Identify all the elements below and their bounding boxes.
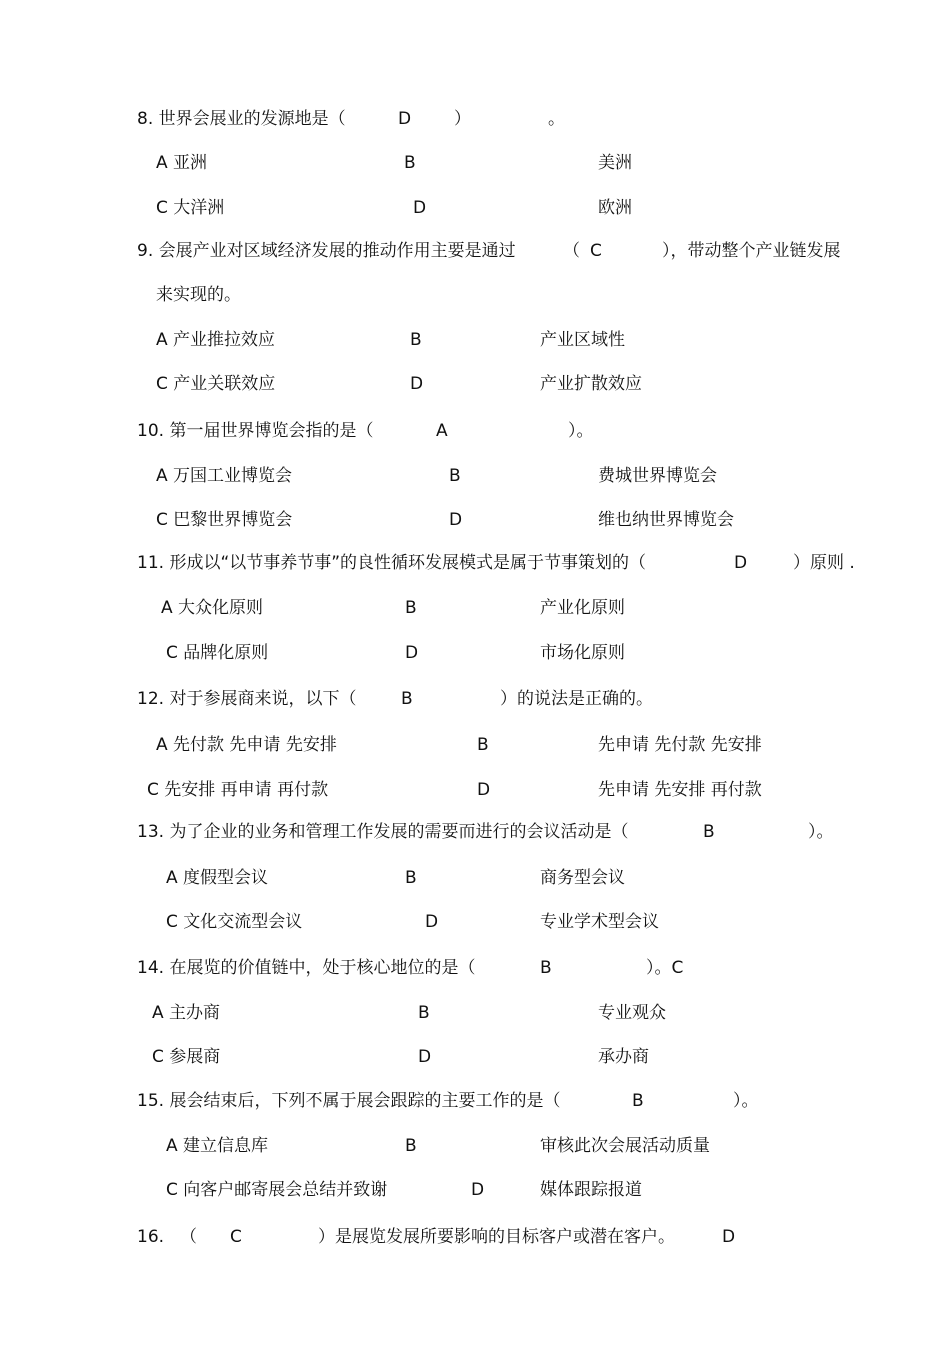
q14-option-b-text: 专业观众 [598, 1003, 666, 1023]
q15-close: ）。 [733, 1091, 759, 1111]
q10-option-d-text: 维也纳世界博览会 [598, 510, 734, 530]
q9-option-d-letter: D [410, 374, 424, 394]
q13-option-b-letter: B [405, 868, 417, 888]
q13-option-d-text: 专业学术型会议 [540, 912, 659, 932]
q8-option-c: C 大洋洲 [156, 198, 225, 218]
q12-option-d-letter: D [477, 780, 491, 800]
q11-option-b-text: 产业化原则 [540, 598, 625, 618]
q9-option-a: A 产业推拉效应 [156, 330, 276, 350]
q15-stem: 15. 展会结束后，下列不属于展会跟踪的主要工作的是（ [137, 1091, 561, 1111]
q12-answer: B [401, 689, 413, 709]
q16-stem: 16. [137, 1227, 165, 1247]
q11-option-d-text: 市场化原则 [540, 643, 625, 663]
q10-option-b-text: 费城世界博览会 [598, 466, 717, 486]
q11-option-b-letter: B [405, 598, 417, 618]
q9-close: ），带动整个产业链发展 [662, 241, 841, 261]
q16-tail: D [722, 1227, 736, 1247]
q8-option-d-text: 欧洲 [598, 198, 632, 218]
q10-option-b-letter: B [449, 466, 461, 486]
q13-answer: B [703, 822, 715, 842]
q12-option-c: C 先安排 再申请 再付款 [147, 780, 329, 800]
q15-option-c: C 向客户邮寄展会总结并致谢 [166, 1180, 388, 1200]
q12-option-d-text: 先申请 先安排 再付款 [598, 780, 762, 800]
q15-option-a: A 建立信息库 [166, 1136, 269, 1156]
q11-option-d-letter: D [405, 643, 419, 663]
q9-stem: 9. 会展产业对区域经济发展的推动作用主要是通过 [137, 241, 516, 261]
q14-option-b-letter: B [418, 1003, 430, 1023]
q15-option-b-letter: B [405, 1136, 417, 1156]
q16-close: ）是展览发展所要影响的目标客户或潜在客户。 [318, 1227, 675, 1247]
q8-stem: 8. 世界会展业的发源地是（ [137, 109, 346, 129]
q15-option-b-text: 审核此次会展活动质量 [540, 1136, 710, 1156]
q15-answer: B [632, 1091, 644, 1111]
q8-option-b-letter: B [404, 153, 416, 173]
q9-answer: C [590, 241, 602, 261]
q13-option-d-letter: D [425, 912, 439, 932]
q8-option-d-letter: D [413, 198, 427, 218]
q14-option-d-letter: D [418, 1047, 432, 1067]
q13-close: ）。 [808, 822, 834, 842]
q8-tail: 。 [548, 109, 565, 129]
q9-option-d-text: 产业扩散效应 [540, 374, 642, 394]
q14-close: ）。C [646, 958, 684, 978]
q9-open: （ [563, 241, 580, 261]
q16-open: （ [180, 1227, 197, 1247]
q10-option-d-letter: D [449, 510, 463, 530]
q16-answer: C [230, 1227, 242, 1247]
q11-close: ）原则 . [793, 553, 855, 573]
q14-answer: B [540, 958, 552, 978]
q11-answer: D [734, 553, 748, 573]
q8-option-b-text: 美洲 [598, 153, 632, 173]
q10-close: ）。 [568, 421, 594, 441]
q13-option-b-text: 商务型会议 [540, 868, 625, 888]
q12-option-a: A 先付款 先申请 先安排 [156, 735, 337, 755]
q13-option-c: C 文化交流型会议 [166, 912, 303, 932]
q14-option-c: C 参展商 [152, 1047, 221, 1067]
q13-option-a: A 度假型会议 [166, 868, 269, 888]
q14-option-d-text: 承办商 [598, 1047, 649, 1067]
q9-option-b-text: 产业区域性 [540, 330, 625, 350]
q14-option-a: A 主办商 [152, 1003, 221, 1023]
q10-option-a: A 万国工业博览会 [156, 466, 293, 486]
q12-option-b-letter: B [477, 735, 489, 755]
q12-stem: 12. 对于参展商来说，以下（ [137, 689, 357, 709]
q8-close: ） [454, 109, 471, 129]
q8-answer: D [398, 109, 412, 129]
q12-option-b-text: 先申请 先付款 先安排 [598, 735, 762, 755]
q9-option-c: C 产业关联效应 [156, 374, 276, 394]
q9-option-b-letter: B [410, 330, 422, 350]
q15-option-d-letter: D [471, 1180, 485, 1200]
q14-stem: 14. 在展览的价值链中，处于核心地位的是（ [137, 958, 476, 978]
q9-continuation: 来实现的。 [156, 285, 241, 305]
q10-option-c: C 巴黎世界博览会 [156, 510, 293, 530]
q8-option-a: A 亚洲 [156, 153, 208, 173]
q12-close: ）的说法是正确的。 [500, 689, 653, 709]
q13-stem: 13. 为了企业的业务和管理工作发展的需要而进行的会议活动是（ [137, 822, 629, 842]
q11-stem: 11. 形成以“以节事养节事”的良性循环发展模式是属于节事策划的（ [137, 553, 647, 573]
q10-stem: 10. 第一届世界博览会指的是（ [137, 421, 374, 441]
q11-option-c: C 品牌化原则 [166, 643, 269, 663]
q15-option-d-text: 媒体跟踪报道 [540, 1180, 642, 1200]
q11-option-a: A 大众化原则 [161, 598, 264, 618]
q10-answer: A [436, 421, 448, 441]
